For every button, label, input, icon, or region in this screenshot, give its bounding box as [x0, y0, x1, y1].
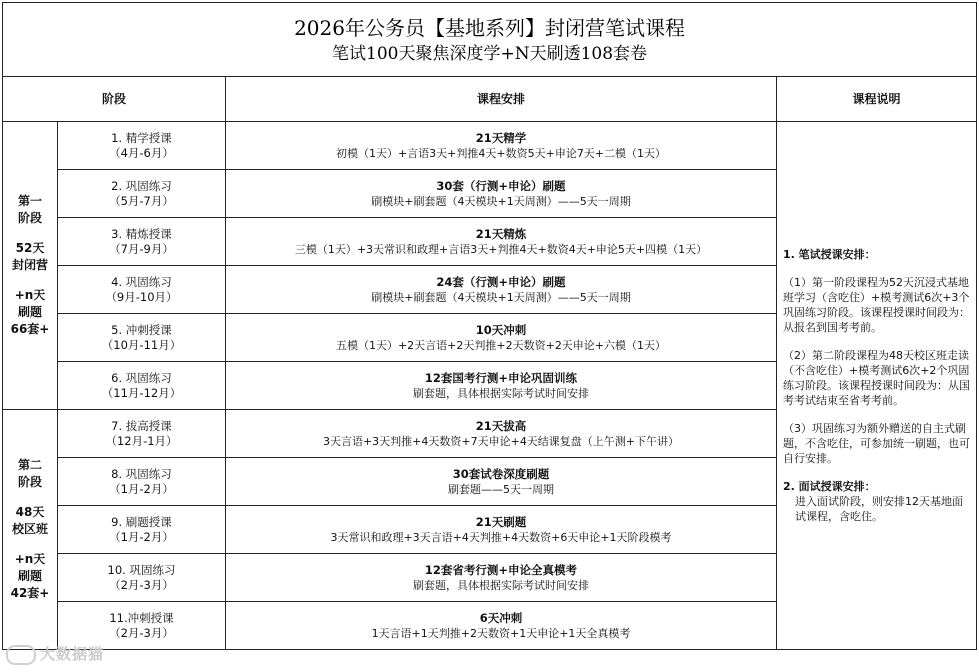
stage-cell: 11.冲刺授课 （2月-3月） — [58, 602, 226, 650]
stage-cell: 4. 巩固练习 （9月-10月） — [58, 266, 226, 314]
page-title: 2026年公务员【基地系列】封闭营笔试课程 — [294, 15, 685, 40]
notes-para-1: （1）第一阶段课程为52天沉浸式基地班学习（含吃住）+模考测试6次+3个巩固练习阶段。该课程授课时间段为：从报名到国考考前。 — [783, 276, 970, 334]
schedule-cell: 12套国考行测+申论巩固训练 刷套题，具体根据实际考试时间安排 — [226, 362, 777, 410]
schedule-cell: 21天精学 初模（1天）+言语3天+判推4天+数资5天+申论7天+二模（1天） — [226, 122, 777, 170]
schedule-cell: 21天精炼 三模（1天）+3天常识和政理+言语3天+判推4天+数资4天+申论5天+四模（1天） — [226, 218, 777, 266]
schedule-cell: 30套试卷深度刷题 刷套题——5天一周期 — [226, 458, 777, 506]
stage-cell: 8. 巩固练习 （1月-2月） — [58, 458, 226, 506]
stage-cell: 5. 冲刺授课 （10月-11月） — [58, 314, 226, 362]
schedule-cell: 6天冲刺 1天言语+1天判推+2天数资+1天申论+1天全真模考 — [226, 602, 777, 650]
header-schedule: 课程安排 — [226, 77, 777, 122]
stage-cell: 3. 精炼授课 （7月-9月） — [58, 218, 226, 266]
notes-para-3: （3）巩固练习为额外赠送的自主式刷题，不含吃住，可参加统一刷题，也可自行安排。 — [783, 422, 970, 465]
schedule-cell: 21天拔高 3天言语+3天判推+4天数资+7天申论+4天结课复盘（上午测+下午讲） — [226, 410, 777, 458]
stage-cell: 7. 拔高授课 （12月-1月） — [58, 410, 226, 458]
notes-heading-written: 1. 笔试授课安排： — [783, 248, 876, 261]
stage-cell: 1. 精学授课 （4月-6月） — [58, 122, 226, 170]
phase-1-label: 第一 阶段 52天 封闭营 +n天 刷题 66套+ — [3, 122, 58, 410]
header-notes: 课程说明 — [777, 77, 977, 122]
header-stage: 阶段 — [3, 77, 226, 122]
stage-cell: 10. 巩固练习 （2月-3月） — [58, 554, 226, 602]
schedule-cell: 10天冲刺 五模（1天）+2天言语+2天判推+2天数资+2天申论+六模（1天） — [226, 314, 777, 362]
schedule-cell: 30套（行测+申论）刷题 刷模块+刷套题（4天模块+1天周测）——5天一周期 — [226, 170, 777, 218]
notes-cell — [777, 122, 977, 650]
watermark-text: 大数据猫 — [40, 645, 105, 663]
course-table — [2, 2, 977, 650]
schedule-cell: 12套省考行测+申论全真模考 刷套题，具体根据实际考试时间安排 — [226, 554, 777, 602]
stage-cell: 6. 巩固练习 （11月-12月） — [58, 362, 226, 410]
notes-heading-interview: 2. 面试授课安排： — [783, 480, 876, 493]
watermark-logo-icon — [6, 645, 36, 665]
page-subtitle: 笔试100天聚焦深度学+N天刷透108套卷 — [332, 43, 648, 64]
phase-2-label: 第二 阶段 48天 校区班 +n天 刷题 42套+ — [3, 410, 58, 650]
notes-para-2: （2）第二阶段课程为48天校区班走读（不含吃住）+模考测试6次+2个巩固练习阶段。该课程授课时间段为：从国考考试结束至省考考前。 — [783, 349, 970, 407]
notes-para-4: 进入面试阶段，则安排12天基地面试课程，含吃住。 — [795, 495, 963, 523]
stage-cell: 2. 巩固练习 （5月-7月） — [58, 170, 226, 218]
stage-cell: 9. 刷题授课 （1月-2月） — [58, 506, 226, 554]
schedule-cell: 24套（行测+申论）刷题 刷模块+刷套题（4天模块+1天周测）——5天一周期 — [226, 266, 777, 314]
watermark — [6, 643, 104, 665]
schedule-cell: 21天刷题 3天常识和政理+3天言语+4天判推+4天数资+6天申论+1天阶段模考 — [226, 506, 777, 554]
title-cell — [3, 3, 977, 77]
